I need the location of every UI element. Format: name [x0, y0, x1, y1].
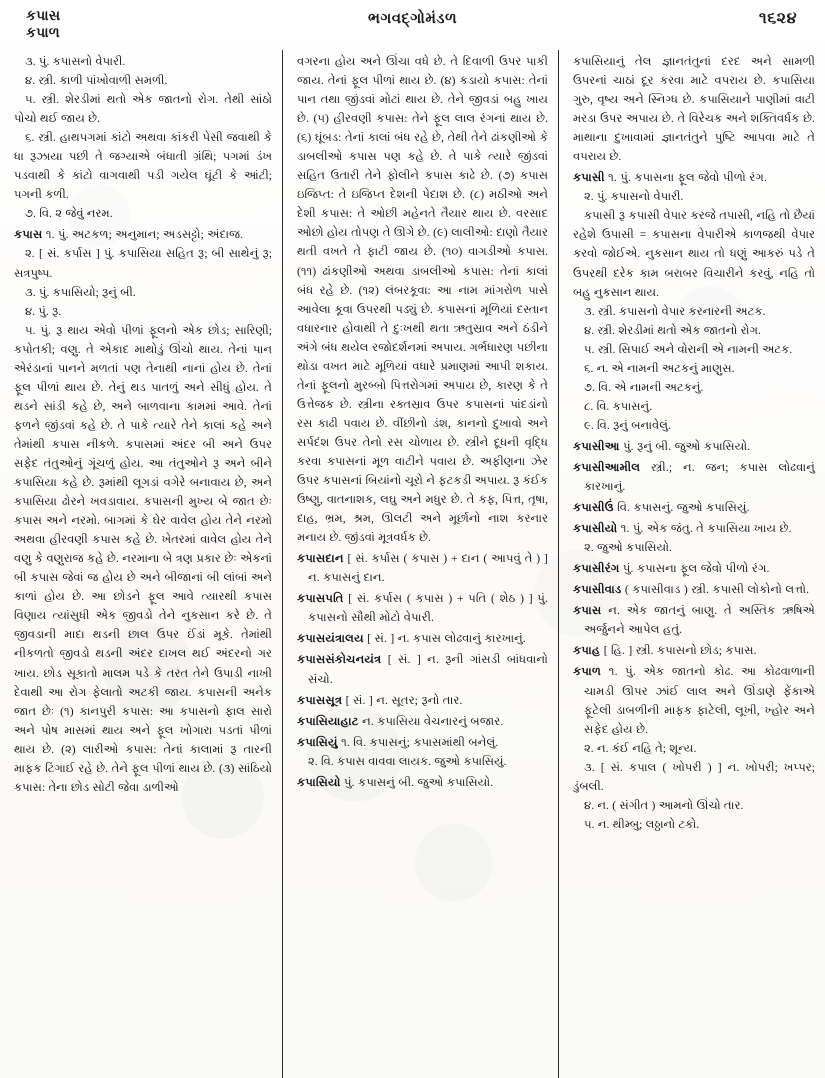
entry-definition: [ સં. ] ન. રૂની ગાંસડી બાંધવાનો સંચો. — [308, 653, 548, 686]
numbered-sense: ૪. પું. રૂ. — [25, 304, 62, 318]
entry-definition: ૧. પું. અટકળ; અનુમાન; અડસટ્ટો; અંદાજ. — [45, 228, 244, 242]
entry-headword: કપાસીઉં — [573, 501, 618, 515]
entry-headword: કપાસસૂત્ર — [297, 693, 346, 707]
dictionary-entry — [297, 733, 548, 752]
numbered-sense: ૩. પું. કપાસનો વેપારી. — [25, 55, 126, 68]
numbered-sense: કપાસી રૂ કપાસી વેપાર કરજે તપાસી, નહિ તો છૈયાં રહેશે ઉપાસી = કપાસના વેપારીએ કાળજથી વેપાર કરવો જોઈએ. નુકસાન થાય તો ધણું આકરું પડે તે ઉપરથી દરેક કામ બરાબર વિચારીને કરવું, નહિ તો બહુ નુકસાન થાય. — [573, 209, 815, 299]
numbered-sense: ૨. ન. કંઈ નહિ તે; શૂન્ય. — [584, 741, 697, 755]
numbered-sense: ૨. [ સં. કર્પાસ ] પું. કપાસિયા સહિત રૂ; બી સાથેનું રૂ; સત્રપુષ્પ. — [14, 247, 272, 280]
entry-definition: [ સં. કર્પાસ ( કપાસ ) + દાન ( આપવું તે ) ] ન. કપાસનું દાન. — [308, 552, 548, 585]
numbered-sense: ૯. વિ. રૂનું બનાવેલું. — [584, 418, 671, 432]
header-guide-word-last: કપાળ — [26, 26, 60, 41]
entry-definition: પું. કપાસના ફૂલ જેવો પીળો રંગ. — [622, 562, 770, 576]
entry-headword: કપાહ — [573, 644, 604, 658]
entry-definition: ન. કપાસિયા વેચનારનું બજાર. — [362, 714, 504, 728]
dictionary-entry — [297, 773, 548, 792]
numbered-sense: ૭. વિ. ૨ જેવું નરમ. — [25, 207, 113, 221]
entry-definition: [ સં. ] ન. કપાસ લોઢવાનું કારખાનું. — [367, 632, 526, 646]
entry-definition: ( કપાસીવાડ ) સ્ત્રી. કપાસી લોકોનો લત્તો. — [624, 583, 810, 597]
page-body-columns — [0, 50, 825, 1078]
numbered-sense: ૪. સ્ત્રી. કાળી પાંખોવાળી સમળી. — [25, 74, 168, 88]
numbered-sense: ૩. [ સં. કપાલ ( ખોપરી ) ] ન. ખોપરી; ખપ્પર; ડુંબલી. — [573, 760, 815, 793]
book-title: ભગવદ્ગોમંડળ — [367, 11, 458, 27]
numbered-sense: ૪. ન. ( સંગીત ) આમનો ઊંચો તાર. — [584, 798, 744, 812]
dictionary-entry — [573, 168, 815, 187]
entry-headword: કપાસિયાહાટ — [297, 714, 363, 728]
page-header — [0, 0, 825, 48]
numbered-sense: ૪. સ્ત્રી. શેરડીમાં થતો એક જાતનો રોગ. — [584, 323, 761, 337]
numbered-sense: ૩. પું. કપાસિયો; રૂનું બી. — [25, 285, 136, 299]
entry-headword: કપાસિયું — [297, 735, 342, 749]
numbered-sense: ૫. પું. રૂ થાય એવો પીળાં ફૂલનો એક છોડ; સારિણી; કપોતકી; વણુ. તે એકાદ માથોડું ઊંચો થાય. તેનાં પાન એરંડાનાં પાનને મળતાં પણ તેનાથી નાનાં હોય છે. તેનાં ફૂલ પીળાં થાય છે. તેનું થડ પાતળું અને સીધું હોય. તે થડને સાંડી કહે છે, અને બાળવાના કામમાં આવે. તેનાં ફળને જીંડવાં કહે છે. તે પાકે ત્યારે તેને કાલાં કહે અને તેમાંથી કપાસ નીકળે. કપાસમાં અંદર બી અને ઉપર સફેદ તંતુઓનું ગૂંચળું હોય. આ તંતુઓને રૂ અને બીને કપાસિયા કહે છે. રૂમાંથી લૂગડાં વગેરે બનાવાય છે, અને કપાસિયા ઢોરને ખવડાવાય. કપાસની મુખ્ય બે જાત છેઃ કપાસ અને નરમો. બાગમાં કે ઘેર વાવેલ હોય તેને નરમો અથવા હીરવણી કપાસ કહે છે. ખેતરમાં વાવેલ હોય તેને વણુ કે વણુરાજ કહે છે. નરમાના બે ત્રણ પ્રકાર છેઃ એકનાં બી કપાસ જેવાં જ હોય છે અને બીજાનાં બી લાંબાં અને કાળાં હોય છે. આ છોડને ફૂલ આવે ત્યારથી કપાસ વિણાય ત્યાંસુધી એક જીવડો તેને નુકસાન કરે છે. તે જીવડાની માદા થડની છાલ ઉપર ઈંડાં મૂકે. તેમાંથી નીકળતો જીવડો થડની અંદર દાખલ થઈ અંદરનો ગર ખાય. છોડ સૂકાતો માલમ પડે કે તરત તેને ઉપાડી નાખી દેવાથી આ રોગ ફેલાતો અટકી જાય. કપાસની અનેક જાત છેઃ (૧) કાનપુરી કપાસ: આ કપાસનો ફાલ સારો અને પોષ માસમાં થાય અને ફૂલ ખોગારા પડતાં પીળાં થાય છે. (૨) લારીઓ કપાસ: તેનાં કાલામાં રૂ તારની માફક ટિંગાઈ રહે છે. તેને ફૂલ પીળાં થાય છે. (૩) સાંઠિયો કપાસ: તેના છોડ સોટી જેવા ડાળીઓ — [14, 323, 272, 794]
entry-headword: કપાસયંત્રાલય — [297, 632, 368, 646]
dictionary-entry — [297, 549, 548, 587]
entry-definition: ન. એક જાતનું બાણુ. તે અસ્તિક ઋષિએ અર્જુનને આપેલ હતું. — [584, 604, 815, 637]
dictionary-entry — [573, 601, 815, 639]
column-1-blocks — [14, 52, 272, 797]
entry-headword: કપાસ — [573, 604, 609, 618]
numbered-sense: ૭. વિ. એ નામની અટકનું. — [584, 380, 704, 394]
dictionary-entry — [573, 437, 815, 456]
entry-headword: કપાસીવાડ — [573, 583, 625, 597]
entry-headword: કપાળ — [573, 665, 609, 679]
page-number: ૧૬૨૪ — [758, 10, 797, 27]
entry-definition: ૧. પું. કપાસના ફૂલ જેવો પીળો રંગ. — [608, 171, 767, 185]
entry-definition: [ સં. ] ન. સૂતર; રૂનો તાર. — [345, 693, 463, 707]
entry-headword: કપાસીયો — [573, 522, 621, 536]
entry-definition: [ હિ. ] સ્ત્રી. કપાસનો છોડ; કપાસ. — [603, 644, 757, 658]
header-guide-word-first: કપાસ — [26, 9, 61, 24]
numbered-sense: ૨. વિ. કપાસ વાવવા લાયક. જુઓ કપાસિયું. — [308, 754, 507, 768]
numbered-sense: ૩. સ્ત્રી. કપાસનો વેપાર કરનારની અટક. — [584, 304, 766, 318]
entry-definition: [ સં. કર્પાસ ( કપાસ ) + પતિ ( શેઠ ) ] પું. કપાસનો સૌથી મોટો વેપારી. — [308, 592, 548, 625]
numbered-sense: ૨. જુઓ કપાસિયો. — [584, 541, 672, 555]
text-column-1 — [0, 50, 282, 1078]
dictionary-entry — [297, 691, 548, 710]
entry-headword: કપાસિયો — [297, 775, 345, 789]
dictionary-entry — [573, 662, 815, 738]
dictionary-entry — [14, 225, 272, 244]
column-2-blocks — [297, 52, 548, 792]
entry-headword: કપાસ — [14, 228, 46, 242]
numbered-sense: ૫. સ્ત્રી. સિપાઈ અને વોરાની એ નામની અટક. — [584, 342, 793, 356]
numbered-sense: ૫. ન. થીમ્બુ; લઠ્ઠાનો ટકો. — [584, 817, 700, 831]
dictionary-entry — [297, 589, 548, 627]
entry-headword: કપાસીઆ — [573, 439, 624, 453]
entry-headword: કપાસીરંગ — [573, 562, 623, 576]
numbered-sense: ૬. સ્ત્રી. હાથપગમાં કાંટો અથવા કાંકરી પેસી જવાથી કે ધા રૂઝાયા પછી તે જગ્યાએ બંધાતી ગ્રંથિ; પગમાં ડંખ પડવાથી કે કાંટો વાગવાથી પડી ગયેલ ઘૂંટી કે આંટી; પગની કળી. — [14, 131, 272, 202]
numbered-sense: ૫. સ્ત્રી. શેરડીમાં થતો એક જાતનો રોગ. તેથી સાંઠો પોચો થઈ જાય છે. — [14, 93, 272, 126]
dictionary-entry — [297, 712, 548, 731]
column-3-blocks — [573, 52, 815, 834]
entry-definition: ૧. વિ. કપાસનું; કપાસમાંથી બનેલું. — [341, 735, 499, 749]
entry-definition: પું. કપાસનું બી. જુઓ કપાસિયો. — [344, 775, 494, 789]
text-column-3 — [558, 50, 825, 1078]
numbered-sense: ૬. ન. એ નામની અટકનું માણુસ. — [584, 361, 735, 375]
entry-definition: પું. રૂનું બી. જુઓ કપાસિયો. — [623, 439, 751, 453]
entry-definition: વિ. કપાસનું. જુઓ કપાસિયું. — [617, 501, 750, 515]
dictionary-entry — [573, 498, 815, 517]
entry-definition: ૧. પું. એક જંતુ. તે કપાસિયા ખાય છે. — [620, 522, 792, 536]
dictionary-entry — [573, 580, 815, 599]
dictionary-entry — [573, 641, 815, 660]
dictionary-entry — [573, 458, 815, 496]
dictionary-entry — [573, 519, 815, 538]
numbered-sense: ૨. પું. કપાસનો વેપારી. — [584, 190, 684, 204]
entry-headword: કપાસદાન — [297, 552, 348, 566]
dictionary-entry — [297, 629, 548, 648]
dictionary-entry — [573, 559, 815, 578]
entry-definition: ૧. પું. એક જાતનો કોઢ. આ કોઢવાળાની ચામડી ઊપર ઝાંઈ લાલ અને ઊંડાણે ફેંકાએ ફૂટેલી ડાબળીની માફક ફાટેલી, લૂખી, ખ્હોર અને સફેદ હોય છે. — [584, 665, 815, 736]
numbered-sense: ૮. વિ. કપાસનું. — [584, 399, 653, 413]
dictionary-entry — [297, 650, 548, 688]
text-column-2 — [282, 50, 558, 1078]
entry-definition: સ્ત્રી.; ન. જન; કપાસ લોઢવાનું કારખાનું. — [584, 460, 815, 494]
continued-definition-text: કપાસિયાનું તેલ જ્ઞાનતંતુનાં દરદ અને સામળી ઉપરનાં ચાઠાં દૂર કરવા માટે વપરાય છે. કપાસિયા ગુરુ, વૃષ્ય અને સ્નિગ્ધ છે. કપાસિયાને પાણીમાં વાટી મરડા ઉપર અપાય છે. તે વિરેચક અને શક્તિવર્ધક છે. માથાના દુખાવામાં જ્ઞાનતંતુને પુષ્ટિ આપવા માટે તે વપરાય છે. — [573, 55, 815, 164]
entry-headword: કપાસીઆમીલ — [573, 460, 652, 474]
entry-headword: કપાસી — [573, 171, 609, 185]
continued-definition-text: વગરના હોય અને ઊંચા વધે છે. તે દિવાળી ઉપર પાકી જાય. તેનાં ફૂલ પીળાં થાય છે. (૪) કડાયો કપાસ: તેનાં પાન તથા જીંડવાં મોટાં થાય છે. તેને જીવડાં બહુ ખાય છે. (૫) હીરવણી કપાસ: તેને ફૂલ લાલ રંગનાં થાય છે. (૬) ઘૂંબડ: તેનાં કાલાં બંધ રહે છે, તેથી તેને ઢાંકણીઓ કે ડાબલીઓ કપાસ પણ કહે છે. તે પાકે ત્યારે જીંડવાં સહિત ઉતારી તેને ફોલીને કપાસ કાઢે છે. (૭) કપાસ ઇજિપ્ત: તે ઇજિપ્ત દેશની પેદાશ છે. (૮) મઠીઓ અને દેશી કપાસ: તે ઓછી મહેનતે તૈયાર થાય છે. વરસાદ ઓછો હોય તોપણ તે ઊગે છે. (૯) લાલીઓ: દાણો તૈયાર થતી વખતે તે ફાટી જાય છે. (૧૦) વાગડીઓ કપાસ. (૧૧) ઢાંકણીઓ અથવા ડાબલીઓ કપાસ: તેનાં કાલાં બંધ રહે છે. (૧૨) લંબરકૂવા: આ નામ માંગરોળ પાસે આવેલા કૂવા ઉપરથી પડ્યું છે. કપાસનાં મૂળિયાં દસ્તાન વધારનાર હોવાથી તે દુઃખથી થતા ઋતુસ્રાવ અને ઠંડીને અંગે બંધ થયેલ રજોદર્શનમાં અપાય. ગર્ભધારણ પછીના થોડા વખત માટે મૂળિયાં વધારે પ્રમાણમાં આપી શકાય. તેનાં ફૂલનો મુરબ્બો પિત્તરોગમાં અપાય છે, કારણ કે તે ઉત્તેજક છે. સ્ત્રીના રક્તસ્રાવ ઉપર કપાસનાં પાંદડાંનો રસ કાઢી પવાય છે. વીંછીનો ડંશ, કાનનો દુખાવો અને સર્પદંશ ઉપર તેનો રસ ચોળાય છે. સ્ત્રીને દૂધની વૃદ્ધિ કરવા કપાસનાં મૂળ વાટીને પવાય છે. અફીણના ઝેર ઉપર કપાસનાં બિયાંનો ચૂરો ને ફટકડી અપાય. રૂ કંઈક ઉષ્ણુ, વાતનાશક, લઘુ અને મધુર છે. તે કફ, પિત્ત, તૃષા, દાહ, ભ્રમ, શ્રમ, ઊલટી અને મૂર્છાનો નાશ કરનાર મનાય છે. જીંડવાં મૂત્રવર્ધક છે. — [297, 55, 548, 545]
entry-headword: કપાસપતિ — [297, 592, 349, 606]
entry-headword: કપાસસંકોચનયંત્ર — [297, 653, 388, 667]
